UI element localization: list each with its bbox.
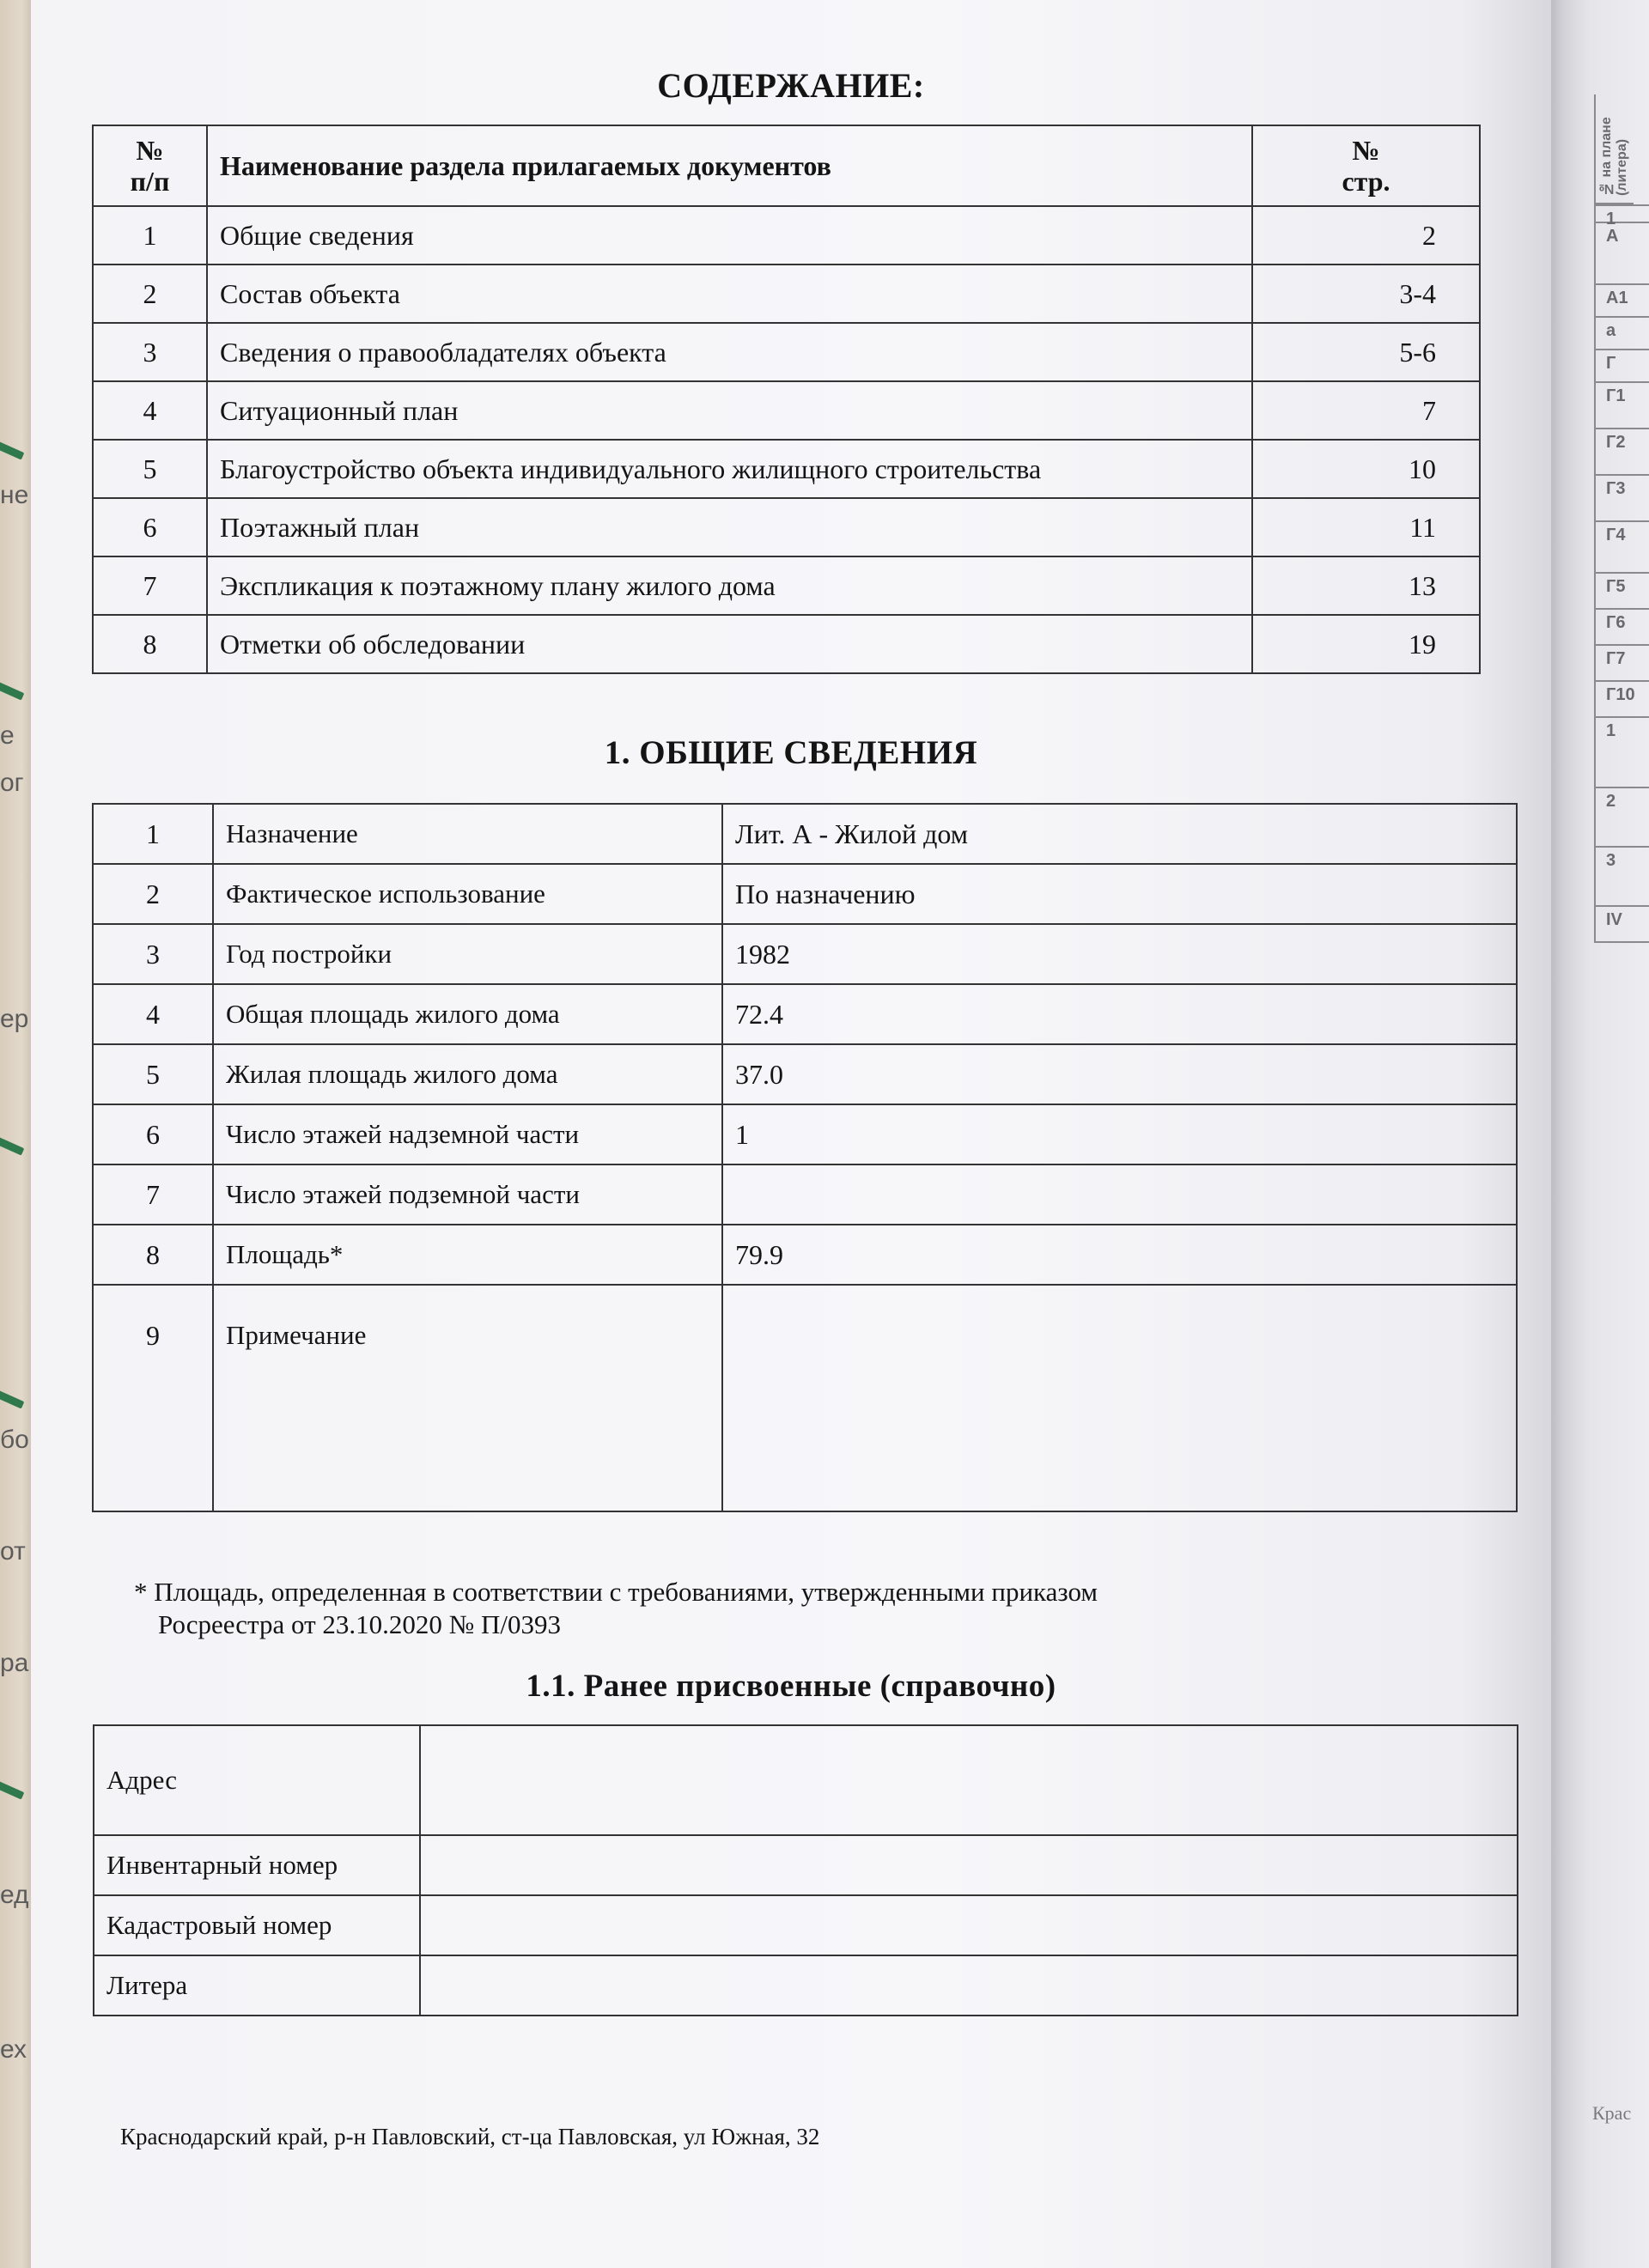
- previous-row-label: Инвентарный номер: [94, 1835, 420, 1895]
- previous-row: [94, 1835, 1518, 1895]
- next-page-footer-fragment: Крас: [1592, 2102, 1632, 2124]
- toc-row-name: Состав объекта: [207, 264, 1252, 323]
- previous-page-edge: [0, 0, 31, 2268]
- toc-row: [93, 323, 1480, 381]
- toc-row-page: 11: [1252, 498, 1480, 556]
- green-chevron-icon: [0, 681, 24, 700]
- general-info-table: [92, 803, 1518, 1512]
- toc-row-page: 13: [1252, 556, 1480, 615]
- next-page-cell: 1: [1596, 204, 1649, 222]
- toc-row-num: 3: [93, 323, 207, 381]
- previous-row-value: [420, 1725, 1518, 1835]
- next-page-cell: Г3: [1596, 474, 1649, 520]
- next-page-cell: Г: [1596, 349, 1649, 381]
- general-row: [93, 924, 1517, 984]
- toc-header-page: № стр.: [1252, 125, 1480, 206]
- text-fragment: не: [0, 481, 29, 509]
- green-chevron-icon: [0, 1780, 24, 1799]
- general-row-label: Год постройки: [213, 924, 722, 984]
- toc-row-page: 7: [1252, 381, 1480, 440]
- next-page-cell: Г1: [1596, 381, 1649, 428]
- text-fragment: бо: [0, 1426, 29, 1454]
- toc-row-num: 8: [93, 615, 207, 673]
- general-row-value: 72.4: [722, 984, 1517, 1044]
- next-page-table: [1594, 94, 1649, 943]
- general-row: [93, 1164, 1517, 1225]
- toc-table: [92, 125, 1481, 674]
- toc-header-num: № п/п: [93, 125, 207, 206]
- toc-row: [93, 440, 1480, 498]
- general-row-label: Примечание: [213, 1285, 722, 1511]
- toc-row: [93, 615, 1480, 673]
- footer-address: Краснодарский край, р-н Павловский, ст-ца Павловская, ул Южная, 32: [120, 2124, 820, 2149]
- general-row: [93, 1285, 1517, 1511]
- general-row-label: Назначение: [213, 804, 722, 864]
- toc-row-name: Отметки об обследовании: [207, 615, 1252, 673]
- general-row-value: Лит. А - Жилой дом: [722, 804, 1517, 864]
- general-row: [93, 1225, 1517, 1285]
- general-row-value: 79.9: [722, 1225, 1517, 1285]
- toc-row-num: 7: [93, 556, 207, 615]
- general-row-value: По назначению: [722, 864, 1517, 924]
- toc-row-name: Благоустройство объекта индивидуального жилищного строительства: [207, 440, 1252, 498]
- toc-row: [93, 556, 1480, 615]
- general-row-num: 2: [93, 864, 213, 924]
- document-page: [31, 0, 1551, 2268]
- general-row: [93, 804, 1517, 864]
- general-row-num: 1: [93, 804, 213, 864]
- next-page-cell: Г5: [1596, 572, 1649, 608]
- previous-ids-table: [93, 1724, 1518, 2016]
- toc-row: [93, 264, 1480, 323]
- toc-row-name: Поэтажный план: [207, 498, 1252, 556]
- next-page-cell: А1: [1596, 283, 1649, 316]
- general-row-value: [722, 1285, 1517, 1511]
- previous-row-label: Кадастровый номер: [94, 1895, 420, 1955]
- general-row: [93, 984, 1517, 1044]
- text-fragment: ог: [0, 769, 24, 797]
- general-row: [93, 1044, 1517, 1104]
- previous-row: [94, 1895, 1518, 1955]
- general-row-num: 7: [93, 1164, 213, 1225]
- toc-row-name: Экспликация к поэтажному плану жилого дома: [207, 556, 1252, 615]
- general-row-value: 37.0: [722, 1044, 1517, 1104]
- previous-row: [94, 1955, 1518, 2016]
- toc-row-name: Сведения о правообладателях объекта: [207, 323, 1252, 381]
- next-page-cell: Г10: [1596, 680, 1649, 716]
- general-row-num: 4: [93, 984, 213, 1044]
- general-row-label: Жилая площадь жилого дома: [213, 1044, 722, 1104]
- toc-row-page: 2: [1252, 206, 1480, 264]
- next-page-cell: Г4: [1596, 520, 1649, 572]
- toc-row-page: 19: [1252, 615, 1480, 673]
- general-row: [93, 864, 1517, 924]
- general-row-num: 8: [93, 1225, 213, 1285]
- previous-row-value: [420, 1835, 1518, 1895]
- general-row-label: Общая площадь жилого дома: [213, 984, 722, 1044]
- general-row: [93, 1104, 1517, 1164]
- toc-header-name: Наименование раздела прилагаемых документов: [207, 125, 1252, 206]
- toc-row: [93, 206, 1480, 264]
- general-row-num: 6: [93, 1104, 213, 1164]
- general-row-num: 9: [93, 1285, 213, 1511]
- toc-header-row: [93, 125, 1480, 206]
- green-chevron-icon: [0, 441, 24, 459]
- general-row-label: Фактическое использование: [213, 864, 722, 924]
- toc-row-page: 10: [1252, 440, 1480, 498]
- next-page-edge: [1551, 0, 1649, 2268]
- toc-row-name: Общие сведения: [207, 206, 1252, 264]
- text-fragment: ед: [0, 1881, 29, 1909]
- general-row-num: 3: [93, 924, 213, 984]
- previous-row-value: [420, 1955, 1518, 2016]
- text-fragment: от: [0, 1537, 26, 1566]
- next-page-header: № на плане (литера): [1596, 94, 1634, 204]
- section-general-title: 1. ОБЩИЕ СВЕДЕНИЯ: [604, 734, 978, 771]
- previous-row-value: [420, 1895, 1518, 1955]
- toc-row-name: Ситуационный план: [207, 381, 1252, 440]
- toc-row-page: 5-6: [1252, 323, 1480, 381]
- text-fragment: ер: [0, 1005, 29, 1033]
- green-chevron-icon: [0, 1389, 24, 1408]
- general-row-label: Число этажей надземной части: [213, 1104, 722, 1164]
- next-page-cell: а: [1596, 316, 1649, 349]
- next-page-cell: Г7: [1596, 644, 1649, 680]
- toc-row-num: 4: [93, 381, 207, 440]
- toc-row-page: 3-4: [1252, 264, 1480, 323]
- text-fragment: ра: [0, 1649, 29, 1677]
- previous-row: [94, 1725, 1518, 1835]
- toc-title: СОДЕРЖАНИЕ:: [657, 66, 925, 105]
- general-row-value: [722, 1164, 1517, 1225]
- general-row-num: 5: [93, 1044, 213, 1104]
- green-chevron-icon: [0, 1136, 24, 1155]
- area-footnote: [134, 1576, 1098, 1641]
- toc-row-num: 1: [93, 206, 207, 264]
- general-row-value: 1982: [722, 924, 1517, 984]
- text-fragment: ех: [0, 2035, 27, 2064]
- next-page-cell: А: [1596, 222, 1649, 283]
- next-page-cell: 2: [1596, 787, 1649, 846]
- toc-row: [93, 381, 1480, 440]
- general-row-value: 1: [722, 1104, 1517, 1164]
- toc-row-num: 6: [93, 498, 207, 556]
- toc-row-num: 2: [93, 264, 207, 323]
- next-page-cell: Г6: [1596, 608, 1649, 644]
- toc-row: [93, 498, 1480, 556]
- footnote-line: * Площадь, определенная в соответствии с требованиями, утвержденными приказом: [134, 1577, 1098, 1607]
- next-page-cell: 3: [1596, 846, 1649, 905]
- footnote-line: Росреестра от 23.10.2020 № П/0393: [158, 1609, 561, 1639]
- next-page-cell: IV: [1596, 905, 1649, 941]
- general-row-label: Число этажей подземной части: [213, 1164, 722, 1225]
- previous-row-label: Адрес: [94, 1725, 420, 1835]
- section-previous-title: 1.1. Ранее присвоенные (справочно): [526, 1669, 1056, 1704]
- previous-row-label: Литера: [94, 1955, 420, 2016]
- next-page-cell: 1: [1596, 716, 1649, 787]
- general-row-label: Площадь*: [213, 1225, 722, 1285]
- toc-row-num: 5: [93, 440, 207, 498]
- next-page-cell: Г2: [1596, 428, 1649, 474]
- text-fragment: е: [0, 721, 15, 750]
